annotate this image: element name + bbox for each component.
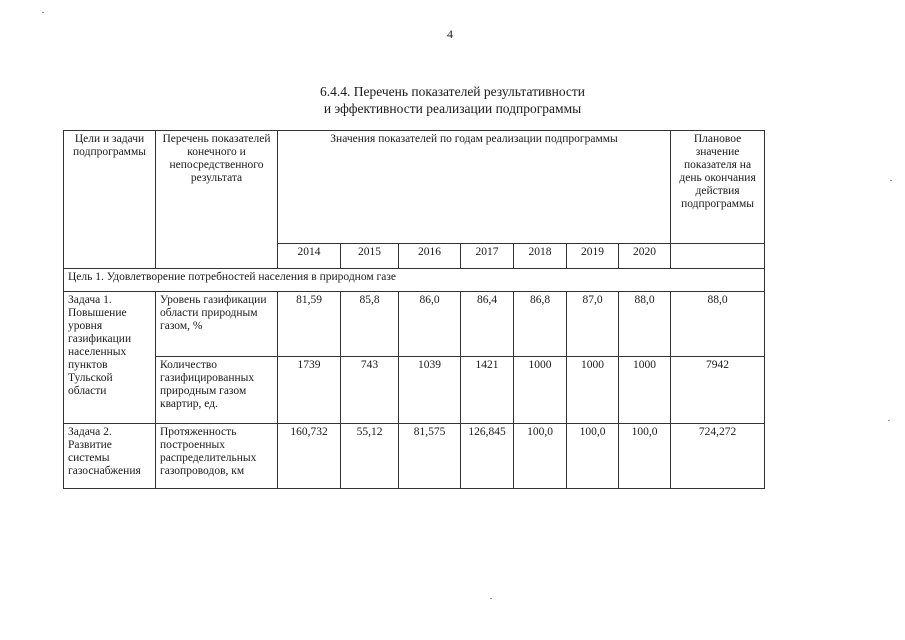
header-row [64,131,765,244]
page-number: 4 [447,27,453,41]
value-cell: 1000 [567,357,619,424]
indicators-table [63,130,765,489]
value-cell: 81,59 [278,292,341,357]
year-cell: 2015 [341,244,399,269]
value-cell: 1421 [461,357,514,424]
scan-speck [42,12,44,13]
year-cell-empty [671,244,765,269]
goal-row [64,269,765,292]
value-cell: 1000 [514,357,567,424]
header-planned: Плановое значение показателя на день окончания действия подпрограммы [671,131,765,244]
planned-value: 88,0 [671,292,765,357]
indicator-name: Протяженность построенных распределительных газопроводов, км [156,424,278,489]
value-cell: 86,0 [399,292,461,357]
value-cell: 1000 [619,357,671,424]
value-cell: 100,0 [514,424,567,489]
value-cell: 100,0 [567,424,619,489]
section-heading [0,83,905,117]
year-cell: 2017 [461,244,514,269]
value-cell: 1739 [278,357,341,424]
year-cell: 2018 [514,244,567,269]
table-row [64,357,765,424]
value-cell: 126,845 [461,424,514,489]
planned-value: 7942 [671,357,765,424]
value-cell: 743 [341,357,399,424]
task-cell: Задача 1. Повышение уровня газификации населенных пунктов Тульской области [64,292,156,424]
table-row [64,292,765,357]
year-cell: 2014 [278,244,341,269]
header-values: Значения показателей по годам реализации подпрограммы [278,131,671,244]
value-cell: 85,8 [341,292,399,357]
value-cell: 160,732 [278,424,341,489]
value-cell: 81,575 [399,424,461,489]
year-cell: 2020 [619,244,671,269]
year-cell: 2019 [567,244,619,269]
scan-speck [888,420,890,421]
year-cell: 2016 [399,244,461,269]
scan-speck [890,180,892,181]
header-indicators: Перечень показателей конечного и непосредственного результата [156,131,278,269]
value-cell: 55,12 [341,424,399,489]
heading-line-1: 6.4.4. Перечень показателей результативности [319,84,586,99]
scan-speck [490,598,492,599]
planned-value: 724,272 [671,424,765,489]
table-row [64,424,765,489]
value-cell: 86,8 [514,292,567,357]
task-cell: Задача 2. Развитие системы газоснабжения [64,424,156,489]
indicator-name: Уровень газификации области природным газом, % [156,292,278,357]
value-cell: 87,0 [567,292,619,357]
heading-line-2: и эффективности реализации подпрограммы [323,101,582,116]
indicator-name: Количество газифицированных природным газом квартир, ед. [156,357,278,424]
value-cell: 88,0 [619,292,671,357]
header-goals: Цели и задачи подпрограммы [64,131,156,269]
goal-cell: Цель 1. Удовлетворение потребностей населения в природном газе [64,269,765,292]
value-cell: 1039 [399,357,461,424]
value-cell: 100,0 [619,424,671,489]
value-cell: 86,4 [461,292,514,357]
